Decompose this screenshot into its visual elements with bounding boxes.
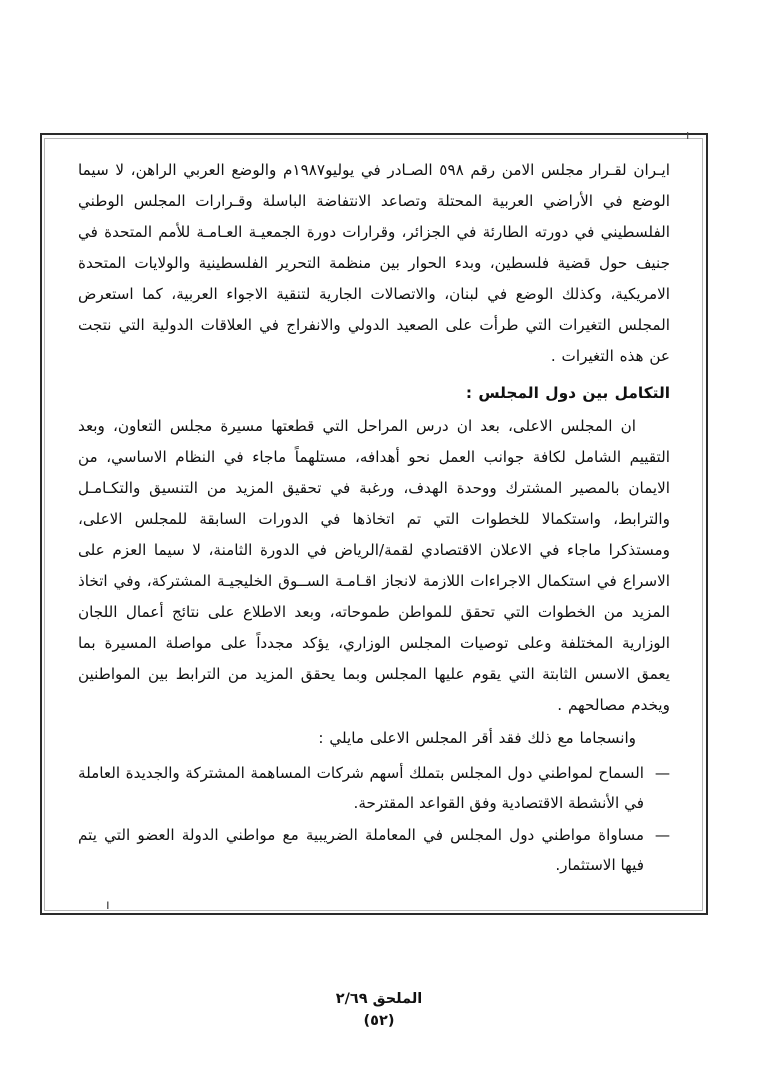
list-item bbox=[78, 820, 670, 880]
page-footer bbox=[0, 988, 758, 1032]
list-item bbox=[78, 758, 670, 818]
stray-scan-mark-top: ı bbox=[686, 128, 690, 142]
dash-marker: — bbox=[654, 764, 670, 782]
dash-marker: — bbox=[654, 826, 670, 844]
appendix-label: الملحق ٢/٦٩ bbox=[335, 991, 423, 1007]
paragraph-council-review: ان المجلس الاعلى، بعد ان درس المراحل التي قطعتها مسيرة مجلس التعاون، وبعد التقييم الشامل لكافة جوانب العمل نحو أهدافه، مستلهماً ماجاء في النظام الاساسي، من الايمان بالمصير المشترك ووحدة الهدف، ورغبة في تحقيق المزيد من التنسيق والتكـامـل والترابط، واستكمالا للخطوات التي تم اتخاذها في الدورات السابقة للمجلس الاعلى، ومستذكرا ماجاء في الاعلان الاقتصادي لقمة/الرياض في الدورة الثامنة، لا سيما العزم على الاسراع في استكمال الاجراءات اللازمة لانجاز اقـامـة الســوق الخليجيـة المشتركة، وفي اتخاذ المزيد من الخطوات التي تحقق للمواطن طموحاته، وبعد الاطلاع على نتائج أعمال اللجان الوزارية المختلفة وعلى توصيات المجلس الوزاري، يؤكد مجدداً على مواصلة المسيرة بما يعمق الاسس الثابتة التي يقوم عليها المجلس وبما يحقق المزيد من الترابط بين المواطنين ويخدم مصالحهم . bbox=[78, 417, 670, 714]
resolution-list bbox=[78, 758, 670, 880]
paragraph-resolution-intro: وانسجاما مع ذلك فقد أقر المجلس الاعلى مايلي : bbox=[318, 729, 636, 747]
paragraph-opening: ايـران لقـرار مجلس الامن رقم ٥٩٨ الصـادر في يوليو١٩٨٧م والوضع العربي الراهن، لا سيما الوضع في الأراضي العربية المحتلة وتصاعد الانتفاضة الباسلة وقـرارات المجلس الوطني الفلسطيني في دورته الطارئة في الجزائر، وقرارات دورة الجمعيـة العـامـة للأمم المتحدة في جنيف حول قضية فلسطين، وبدء الحوار بين منظمة التحرير الفلسطينية والولايات المتحدة الامريكية، وكذلك الوضع في لبنان، والاتصالات الجارية لتنقية الاجواء العربية، كما استعرض المجلس التغيرات التي طرأت على الصعيد الدولي والانفراج في العلاقات الدولية التي نتجت عن هذه التغيرات . bbox=[78, 161, 670, 365]
stray-scan-mark-bottom: ı bbox=[106, 898, 110, 913]
section-heading: التكامل بين دول المجلس : bbox=[465, 384, 670, 402]
list-item-text: مساواة مواطني دول المجلس في المعاملة الضريبية مع مواطني الدولة العضو التي يتم فيها الاستثمار. bbox=[78, 826, 644, 874]
list-item-text: السماح لمواطني دول المجلس بتملك أسهم شركات المساهمة المشتركة والجديدة العاملة في الأنشطة الاقتصادية وفق القواعد المقترحة. bbox=[78, 764, 644, 812]
page-number: (٥٢) bbox=[363, 1013, 395, 1029]
document-body bbox=[78, 155, 670, 882]
